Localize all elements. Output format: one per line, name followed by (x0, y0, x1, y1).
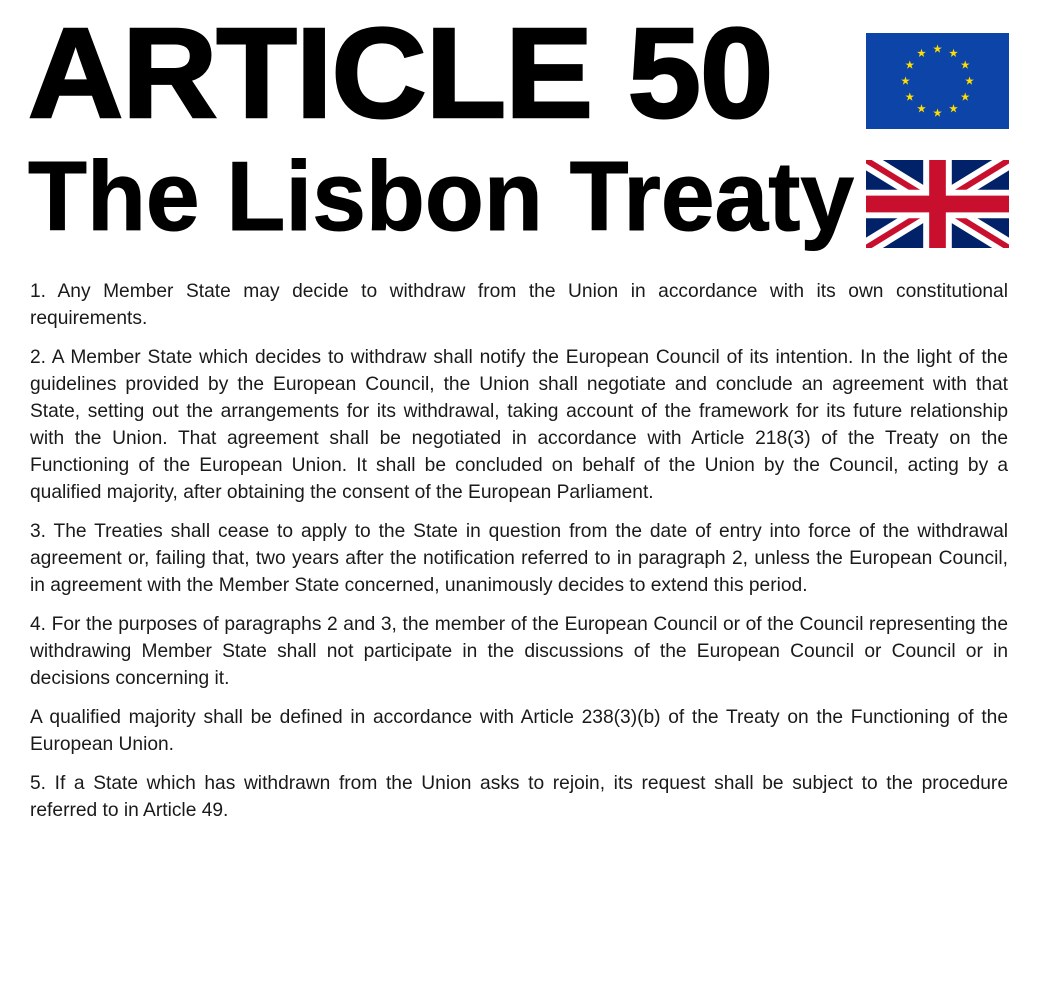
eu-flag-icon (866, 33, 1009, 129)
paragraph-1: 1. Any Member State may decide to withdraw from the Union in accordance with its own constitutional requirements. (30, 281, 1008, 329)
page-subtitle: The Lisbon Treaty (28, 141, 855, 251)
paragraph-4: 4. For the purposes of paragraphs 2 and 3, the member of the European Council or of the Council representing the withdrawing Member State shall not participate in the discussions of the European Council or Council or in decisions concerning it. (30, 614, 1008, 689)
uk-flag-icon (866, 160, 1009, 248)
paragraph-3: 3. The Treaties shall cease to apply to the State in question from the date of entry into force of the withdrawal agreement or, failing that, two years after the notification referred to in paragraph 2, unless the European Council, in agreement with the Member State concerned, unanimously decides to extend this period. (30, 521, 1008, 596)
page-title: ARTICLE 50 (28, 2, 773, 145)
paragraph-2: 2. A Member State which decides to withdraw shall notify the European Council of its intention. In the light of the guidelines provided by the European Council, the Union shall negotiate and conclude an agreement with that State, setting out the arrangements for its withdrawal, taking account of the framework for its future relationship with the Union. That agreement shall be negotiated in accordance with Article 218(3) of the Treaty on the Functioning of the European Union. It shall be concluded on behalf of the Union by the Council, acting by a qualified majority, after obtaining the consent of the European Parliament. (30, 347, 1008, 503)
article-text (30, 278, 1008, 836)
paragraph-qualified-majority: A qualified majority shall be defined in accordance with Article 238(3)(b) of the Treaty on the Functioning of the European Union. (30, 707, 1008, 755)
paragraph-5: 5. If a State which has withdrawn from the Union asks to rejoin, its request shall be subject to the procedure referred to in Article 49. (30, 773, 1008, 821)
header (0, 0, 1038, 262)
